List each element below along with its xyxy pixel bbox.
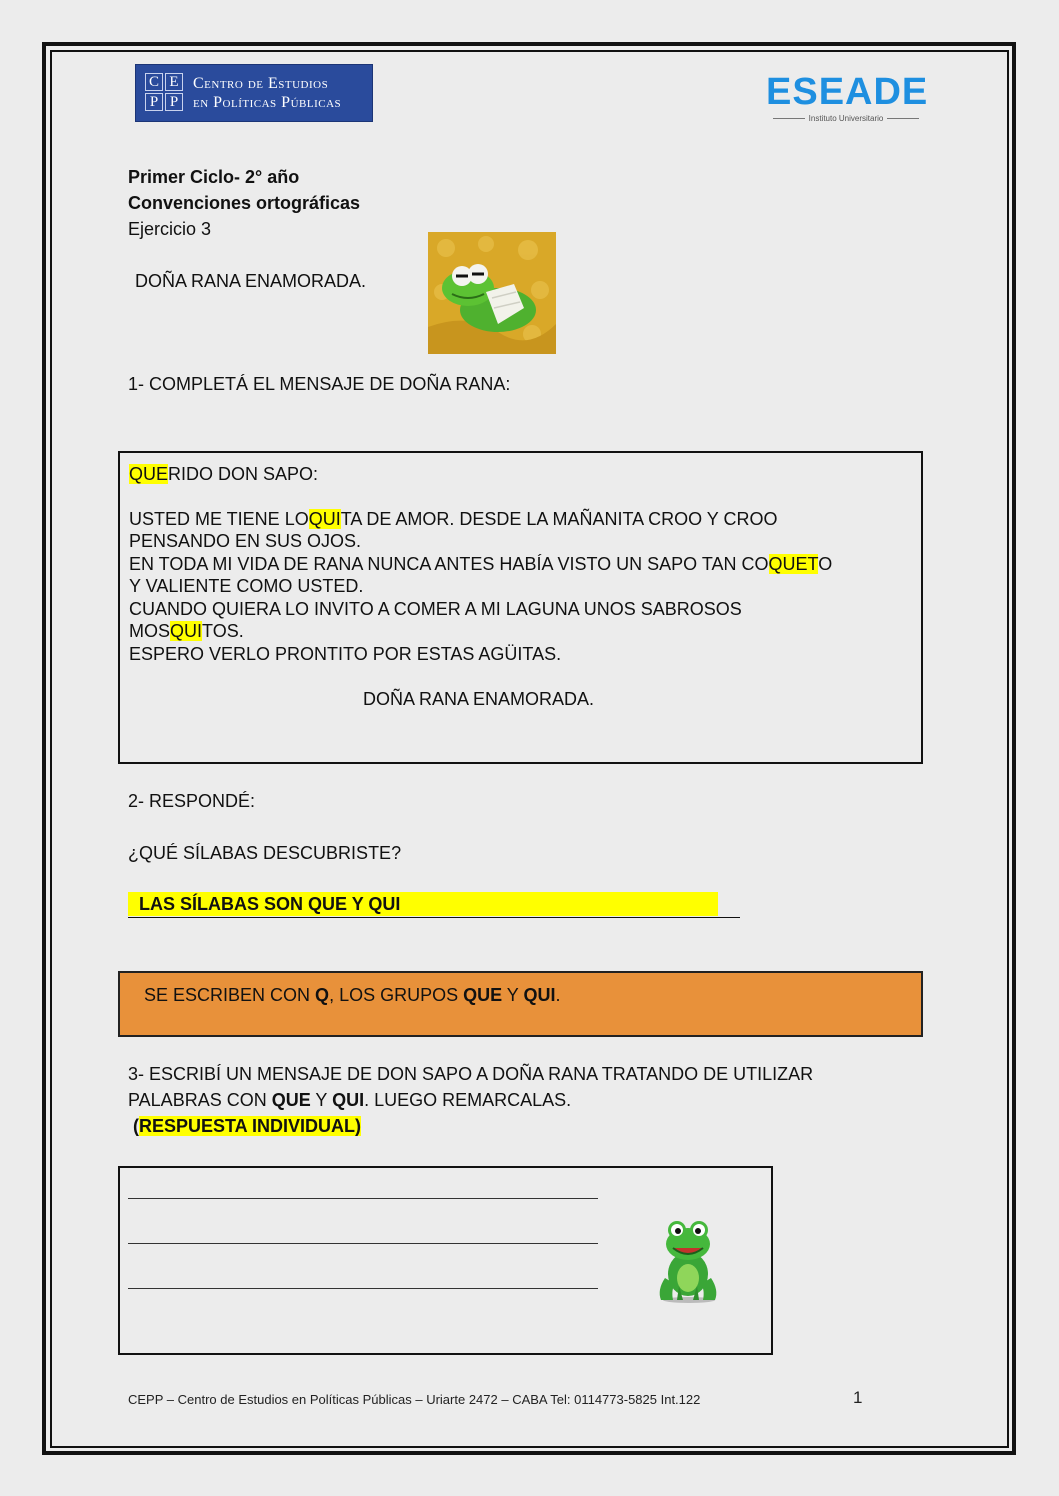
highlight-syllable: QUET <box>768 554 819 574</box>
cepp-letter: E <box>165 73 183 91</box>
rule-text <box>144 984 561 1006</box>
cepp-name-line2: en Políticas Públicas <box>193 94 342 111</box>
rule-group: QUI <box>523 985 556 1005</box>
page-number: 1 <box>853 1388 863 1407</box>
letter-text: RIDO DON SAPO: <box>168 464 319 484</box>
tagline-rule-right <box>887 118 919 119</box>
footer-address: CEPP – Centro de Estudios en Políticas Públicas – Uriarte 2472 – CABA Tel: 0114773-5825 Int.122 <box>128 1392 701 1407</box>
eseade-tagline <box>766 114 926 123</box>
cepp-letter: P <box>165 93 183 111</box>
letter-text: USTED ME TIENE LO <box>129 509 309 529</box>
letter-line: PENSANDO EN SUS OJOS. <box>129 531 362 551</box>
cepp-name-line1: Centro de Estudios <box>193 75 329 92</box>
q3-text: . LUEGO REMARCALAS. <box>364 1090 572 1110</box>
letter-text: MOS <box>129 621 171 641</box>
writing-line[interactable] <box>128 1198 598 1199</box>
q3-group: QUI <box>332 1090 365 1110</box>
letter-line <box>129 508 777 530</box>
writing-box[interactable] <box>118 1166 773 1355</box>
letter-line <box>129 620 244 642</box>
eseade-logo <box>766 71 929 123</box>
rule-box <box>118 971 923 1037</box>
rule-letter: Q <box>315 985 330 1005</box>
q3-note-paren: ( <box>133 1116 139 1136</box>
q2-answer-text: LAS SÍLABAS SON QUE Y QUI <box>139 894 401 914</box>
highlight-syllable: QUE <box>129 464 169 484</box>
cepp-letter: C <box>145 73 163 91</box>
story-title: DOÑA RANA ENAMORADA. <box>135 271 367 291</box>
rule-group: QUE <box>463 985 503 1005</box>
frog-cartoon-icon <box>653 1216 723 1304</box>
cepp-letter: P <box>145 93 163 111</box>
letter-line <box>129 463 318 485</box>
letter-text: O <box>818 554 833 574</box>
q1-prompt: 1- COMPLETÁ EL MENSAJE DE DOÑA RANA: <box>128 374 511 394</box>
frog-photo <box>428 232 556 354</box>
q3-note-text: RESPUESTA INDIVIDUAL) <box>139 1116 362 1136</box>
highlight-syllable: QUI <box>308 509 341 529</box>
letter-signature: DOÑA RANA ENAMORADA. <box>363 689 595 709</box>
q3-note <box>133 1115 361 1137</box>
letter-line: Y VALIENTE COMO USTED. <box>129 576 364 596</box>
writing-line[interactable] <box>128 1243 598 1244</box>
eseade-tagline-text: Instituto Universitario <box>808 114 884 123</box>
q2-prompt: 2- RESPONDÉ: <box>128 791 256 811</box>
letter-box <box>118 451 923 764</box>
rule-part: SE ESCRIBEN CON <box>144 985 316 1005</box>
rule-part: . <box>555 985 561 1005</box>
q3-line2 <box>128 1089 571 1111</box>
q3-text: Y <box>310 1090 333 1110</box>
highlight-syllable: QUI <box>170 621 203 641</box>
q2-answer-field[interactable] <box>128 892 740 918</box>
letter-line: ESPERO VERLO PRONTITO POR ESTAS AGÜITAS. <box>129 644 562 664</box>
letter-text: EN TODA MI VIDA DE RANA NUNCA ANTES HABÍA VISTO UN SAPO TAN CO <box>129 554 769 574</box>
letter-text: TOS. <box>202 621 244 641</box>
frog-photo-illustration <box>428 232 556 354</box>
cepp-name <box>193 74 341 112</box>
cepp-logo <box>135 64 373 122</box>
cycle-label: Primer Ciclo- 2° año <box>128 167 300 187</box>
rule-part: Y <box>502 985 524 1005</box>
q2-question: ¿QUÉ SÍLABAS DESCUBRISTE? <box>128 843 402 863</box>
letter-text: TA DE AMOR. DESDE LA MAÑANITA CROO Y CROO <box>340 509 778 529</box>
tagline-rule-left <box>773 118 805 119</box>
topic-label: Convenciones ortográficas <box>128 193 361 213</box>
eseade-wordmark: ESEADE <box>766 71 929 113</box>
exercise-label: Ejercicio 3 <box>128 219 212 239</box>
writing-line[interactable] <box>128 1288 598 1289</box>
letter-line: CUANDO QUIERA LO INVITO A COMER A MI LAGUNA UNOS SABROSOS <box>129 599 742 619</box>
letter-line <box>129 553 832 575</box>
q3-text: PALABRAS CON <box>128 1090 272 1110</box>
cepp-monogram <box>145 73 185 113</box>
q3-line1: 3- ESCRIBÍ UN MENSAJE DE DON SAPO A DOÑA RANA TRATANDO DE UTILIZAR <box>128 1064 814 1084</box>
rule-part: , LOS GRUPOS <box>329 985 464 1005</box>
q3-group: QUE <box>271 1090 311 1110</box>
